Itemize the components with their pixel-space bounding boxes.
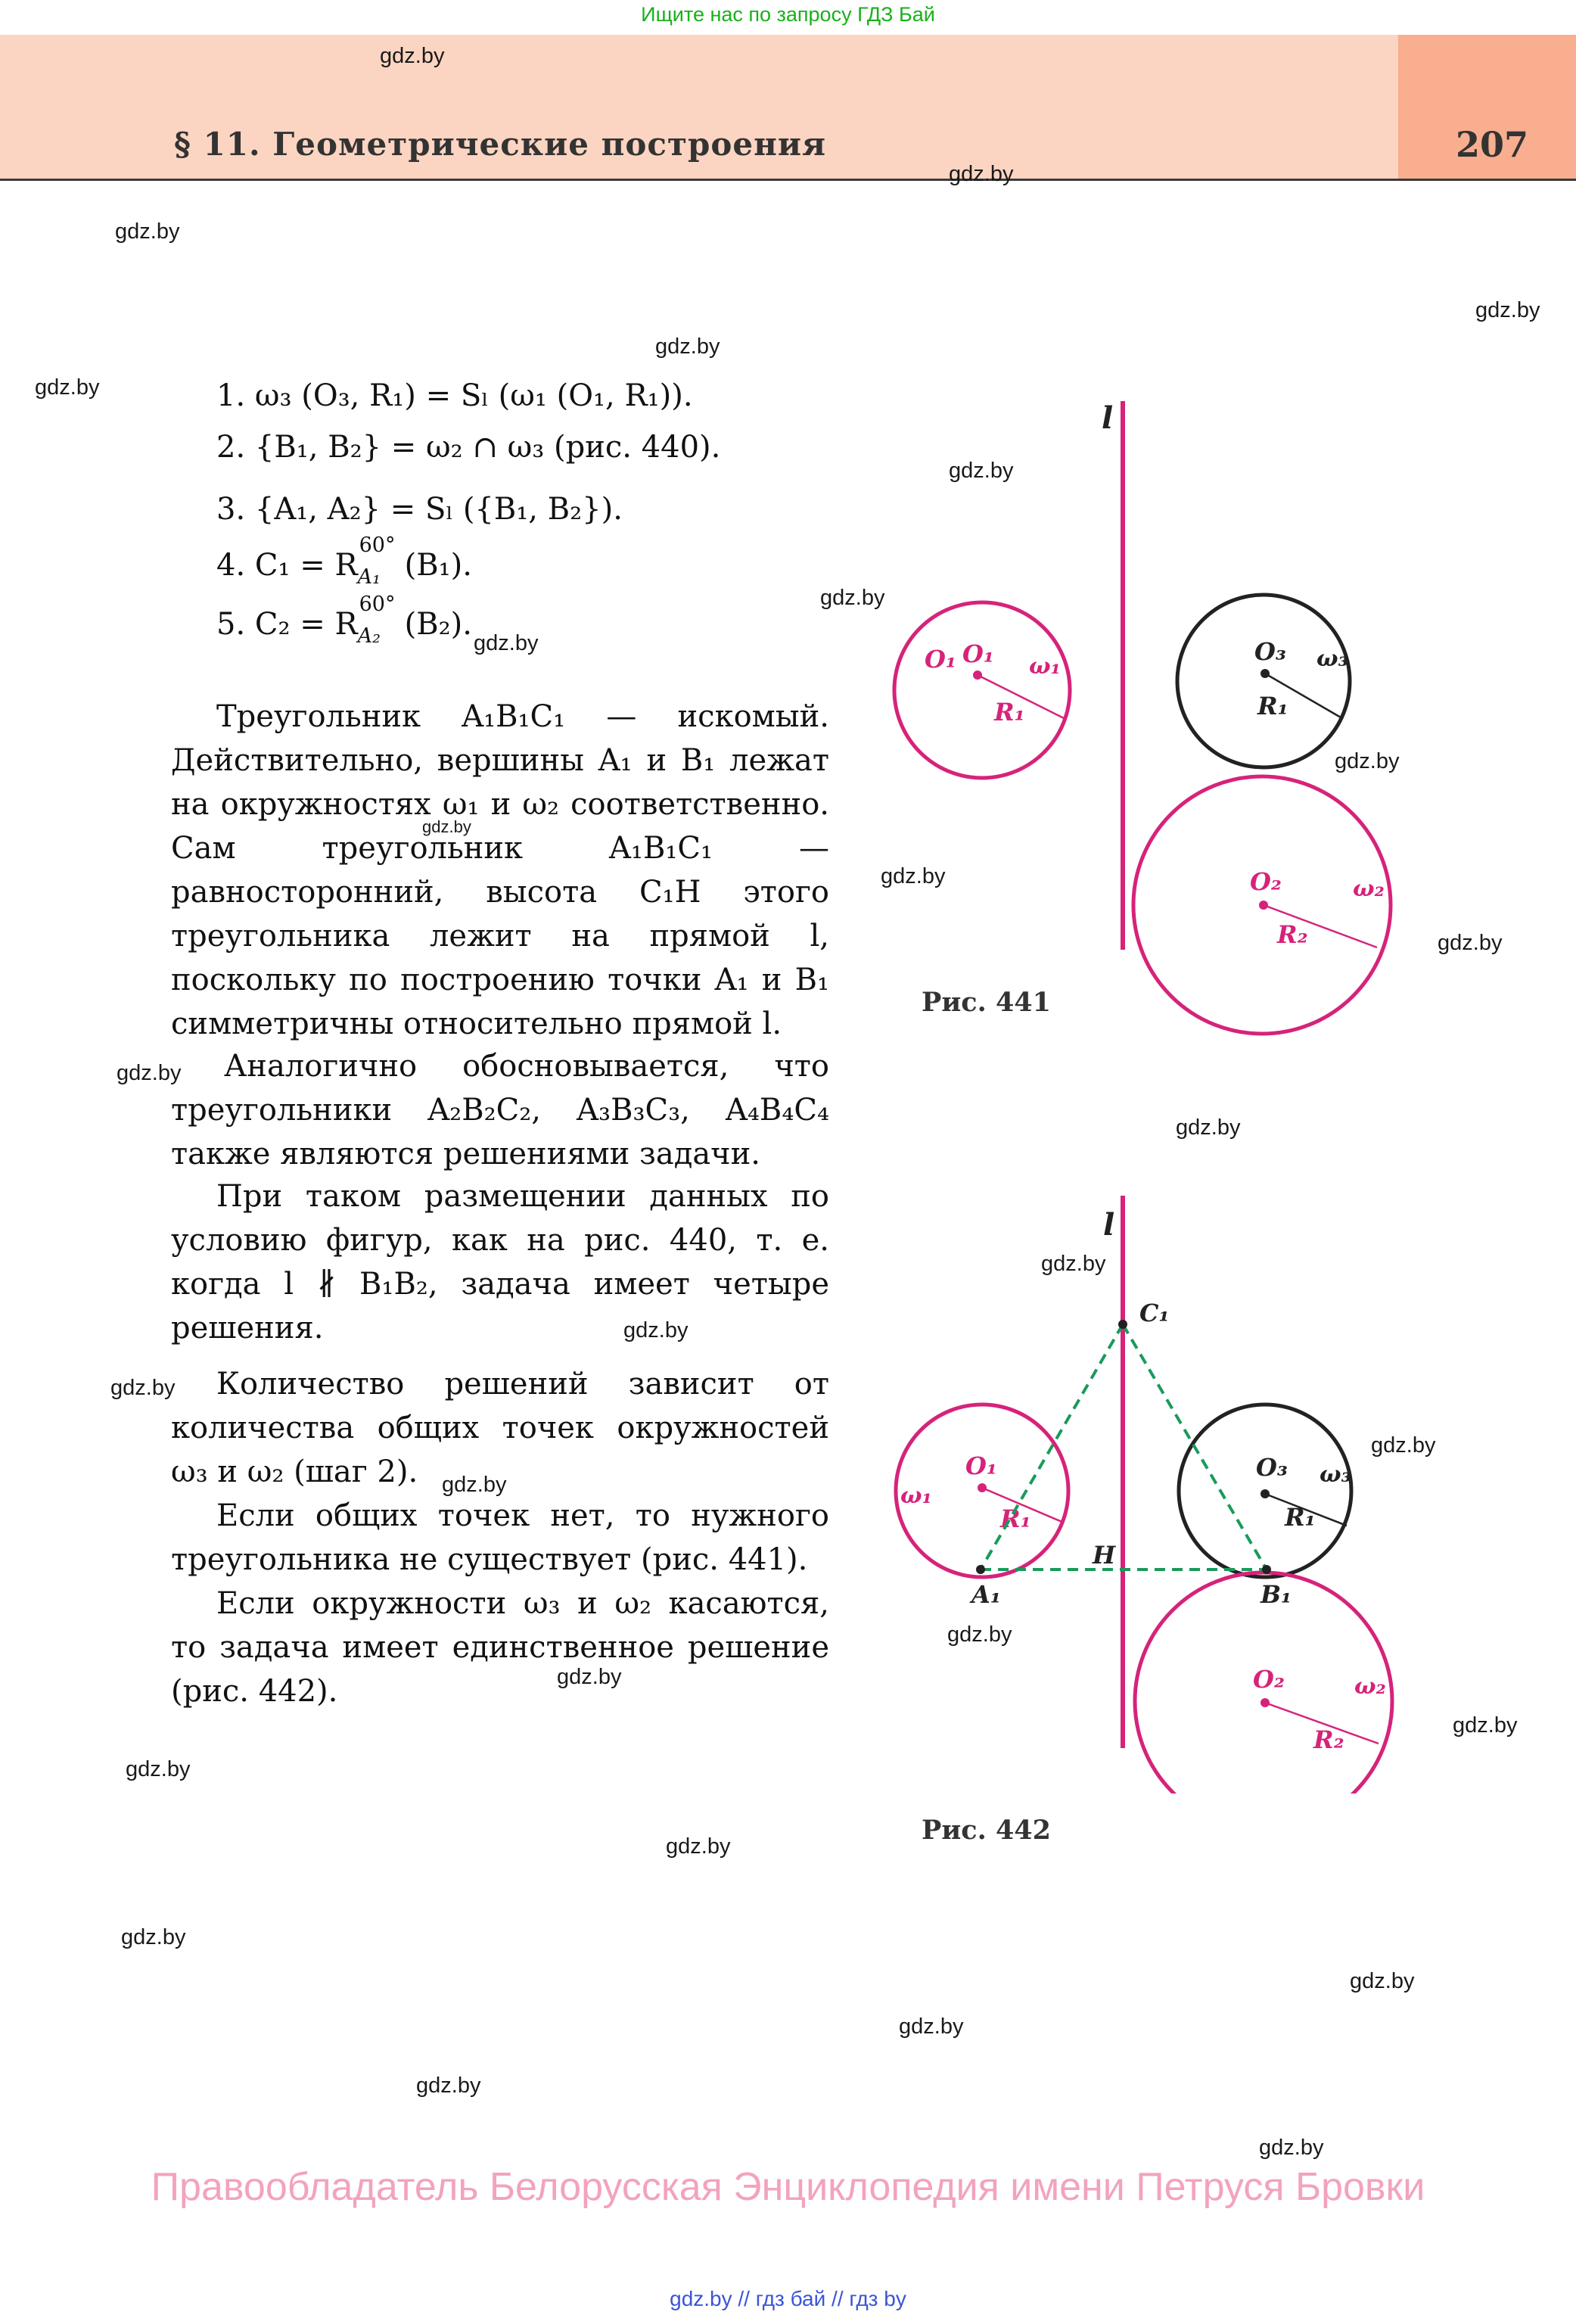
watermark: gdz.by xyxy=(1371,1433,1436,1458)
watermark: gdz.by xyxy=(666,1834,731,1859)
label-l: l xyxy=(1102,400,1114,436)
watermark: gdz.by xyxy=(949,162,1014,186)
label-O2: O₂ xyxy=(1253,1665,1285,1694)
rotation-angle: 60° xyxy=(359,534,396,557)
point-B1 xyxy=(1262,1565,1271,1574)
label-R2: R₂ xyxy=(1277,920,1308,949)
step-3: 3. {A₁, A₂} = Sₗ ({B₁, B₂}). xyxy=(216,492,623,527)
step-4-text: 4. C₁ = R xyxy=(216,548,358,583)
watermark: gdz.by xyxy=(557,1665,622,1689)
watermark: gdz.by xyxy=(474,631,539,655)
watermark: gdz.by xyxy=(1453,1713,1518,1738)
paragraph: Количество решений зависит от количества общих точек окружностей ω₃ и ω₂ (шаг 2). xyxy=(171,1367,829,1489)
label-l: l xyxy=(1103,1207,1115,1243)
label-O1: O₁ xyxy=(925,645,956,674)
watermark: gdz.by xyxy=(117,1061,182,1085)
rotation-angle: 60° xyxy=(359,593,396,616)
step-4 xyxy=(216,534,472,589)
step-5-text: 5. C₂ = R xyxy=(216,607,358,642)
watermark: gdz.by xyxy=(820,586,885,610)
label-B1: B₁ xyxy=(1260,1580,1292,1609)
rotation-center: A₂ xyxy=(357,624,381,648)
copyright-notice: Правообладатель Белорусская Энциклопедия имени Петруся Бровки xyxy=(151,2165,1425,2209)
watermark: gdz.by xyxy=(1335,749,1400,773)
figure-441-caption: Рис. 441 xyxy=(922,987,1052,1018)
label-O2: O₂ xyxy=(1250,867,1282,896)
watermark: gdz.by xyxy=(126,1757,191,1781)
label-omega3: ω₃ xyxy=(1320,1461,1351,1488)
rotation-center: A₁ xyxy=(357,565,381,589)
watermark: gdz.by xyxy=(1475,298,1540,322)
label-H: H xyxy=(1093,1541,1116,1570)
watermark: gdz.by xyxy=(1350,1969,1415,1993)
paragraph: При таком размещении данных по условию фигур, как на рис. 440, т. е. когда l ∦ B₁B₂, задача имеет четыре решения. xyxy=(171,1179,829,1346)
label-R2: R₂ xyxy=(1313,1725,1344,1754)
label-R1: R₁ xyxy=(1285,1503,1316,1532)
page-number: 207 xyxy=(1456,124,1529,165)
watermark: gdz.by xyxy=(899,2014,964,2039)
watermark: gdz.by xyxy=(115,219,180,244)
watermark: gdz.by xyxy=(121,1925,186,1949)
watermark: gdz.by xyxy=(1259,2136,1324,2160)
label-R1: R₁ xyxy=(1257,692,1288,720)
label-O1: O₁ xyxy=(965,1451,997,1480)
segment-C1B1 xyxy=(1123,1324,1267,1570)
label-A1: A₁ xyxy=(971,1580,1001,1609)
watermark: gdz.by xyxy=(947,1622,1012,1647)
circle-omega1 xyxy=(894,602,1070,778)
label-C1: C₁ xyxy=(1139,1299,1170,1327)
watermark: gdz.by xyxy=(1041,1252,1106,1276)
footer-links[interactable]: gdz.by // гдз бай // гдз by xyxy=(670,2287,906,2310)
watermark: gdz.by xyxy=(1438,931,1503,955)
watermark: gdz.by xyxy=(422,817,471,836)
step-5 xyxy=(216,593,472,648)
point-C1 xyxy=(1118,1320,1127,1329)
label-omega1: ω₁ xyxy=(900,1482,932,1509)
section-title: § 11. Геометрические построения xyxy=(174,126,826,163)
step-2: 2. {B₁, B₂} = ω₂ ∩ ω₃ (рис. 440). xyxy=(216,430,721,465)
rotation-arg: (B₁). xyxy=(404,548,472,583)
label-O3: O₃ xyxy=(1254,637,1286,666)
rotation-arg: (B₂). xyxy=(404,607,472,642)
label-R1: R₁ xyxy=(1000,1504,1031,1533)
watermark: gdz.by xyxy=(655,334,720,359)
watermark: gdz.by xyxy=(623,1318,689,1342)
label-omega1: ω₁ xyxy=(1029,653,1061,680)
watermark: gdz.by xyxy=(1176,1115,1241,1140)
circle-omega3 xyxy=(1177,595,1350,767)
watermark: gdz.by xyxy=(881,864,946,888)
watermark: gdz.by xyxy=(35,375,100,400)
label-R1: R₁ xyxy=(994,698,1025,726)
label-O1: O₁ xyxy=(962,639,994,668)
figure-442-caption: Рис. 442 xyxy=(922,1815,1052,1846)
paragraph: Если окружности ω₃ и ω₂ касаются, то задача имеет единственное решение (рис. 442). xyxy=(171,1586,829,1709)
label-O3: O₃ xyxy=(1256,1453,1288,1482)
paragraph: Аналогично обосновывается, что треугольники A₂B₂C₂, A₃B₃C₃, A₄B₄C₄ также являются решениями задачи. xyxy=(171,1049,829,1171)
figure-441 xyxy=(878,394,1438,1037)
paragraph: Если общих точек нет, то нужного треугольника не существует (рис. 441). xyxy=(171,1498,829,1577)
header-rule xyxy=(0,179,1576,181)
point-A1 xyxy=(976,1565,985,1574)
label-omega2: ω₂ xyxy=(1354,1673,1386,1700)
watermark: gdz.by xyxy=(949,459,1014,483)
top-search-link[interactable]: Ищите нас по запросу ГДЗ Бай xyxy=(641,3,935,26)
step-1: 1. ω₃ (O₃, R₁) = Sₗ (ω₁ (O₁, R₁)). xyxy=(216,378,693,413)
label-omega2: ω₂ xyxy=(1353,876,1385,902)
watermark: gdz.by xyxy=(416,2074,481,2098)
label-omega3: ω₃ xyxy=(1316,646,1348,672)
watermark: gdz.by xyxy=(442,1473,507,1497)
figure-442 xyxy=(878,1188,1438,1794)
paragraph: Треугольник A₁B₁C₁ — искомый. Действительно, вершины A₁ и B₁ лежат на окружностях ω₁ и ω₂ соответственно. Сам треугольник A₁B₁C₁ — равносторонний, высота C₁H этого треугольника лежит на прямой l, поскольку по построению точки A₁ и B₁ симметричны относительно прямой l. xyxy=(171,699,829,1041)
watermark: gdz.by xyxy=(380,44,445,68)
watermark: gdz.by xyxy=(110,1376,176,1400)
